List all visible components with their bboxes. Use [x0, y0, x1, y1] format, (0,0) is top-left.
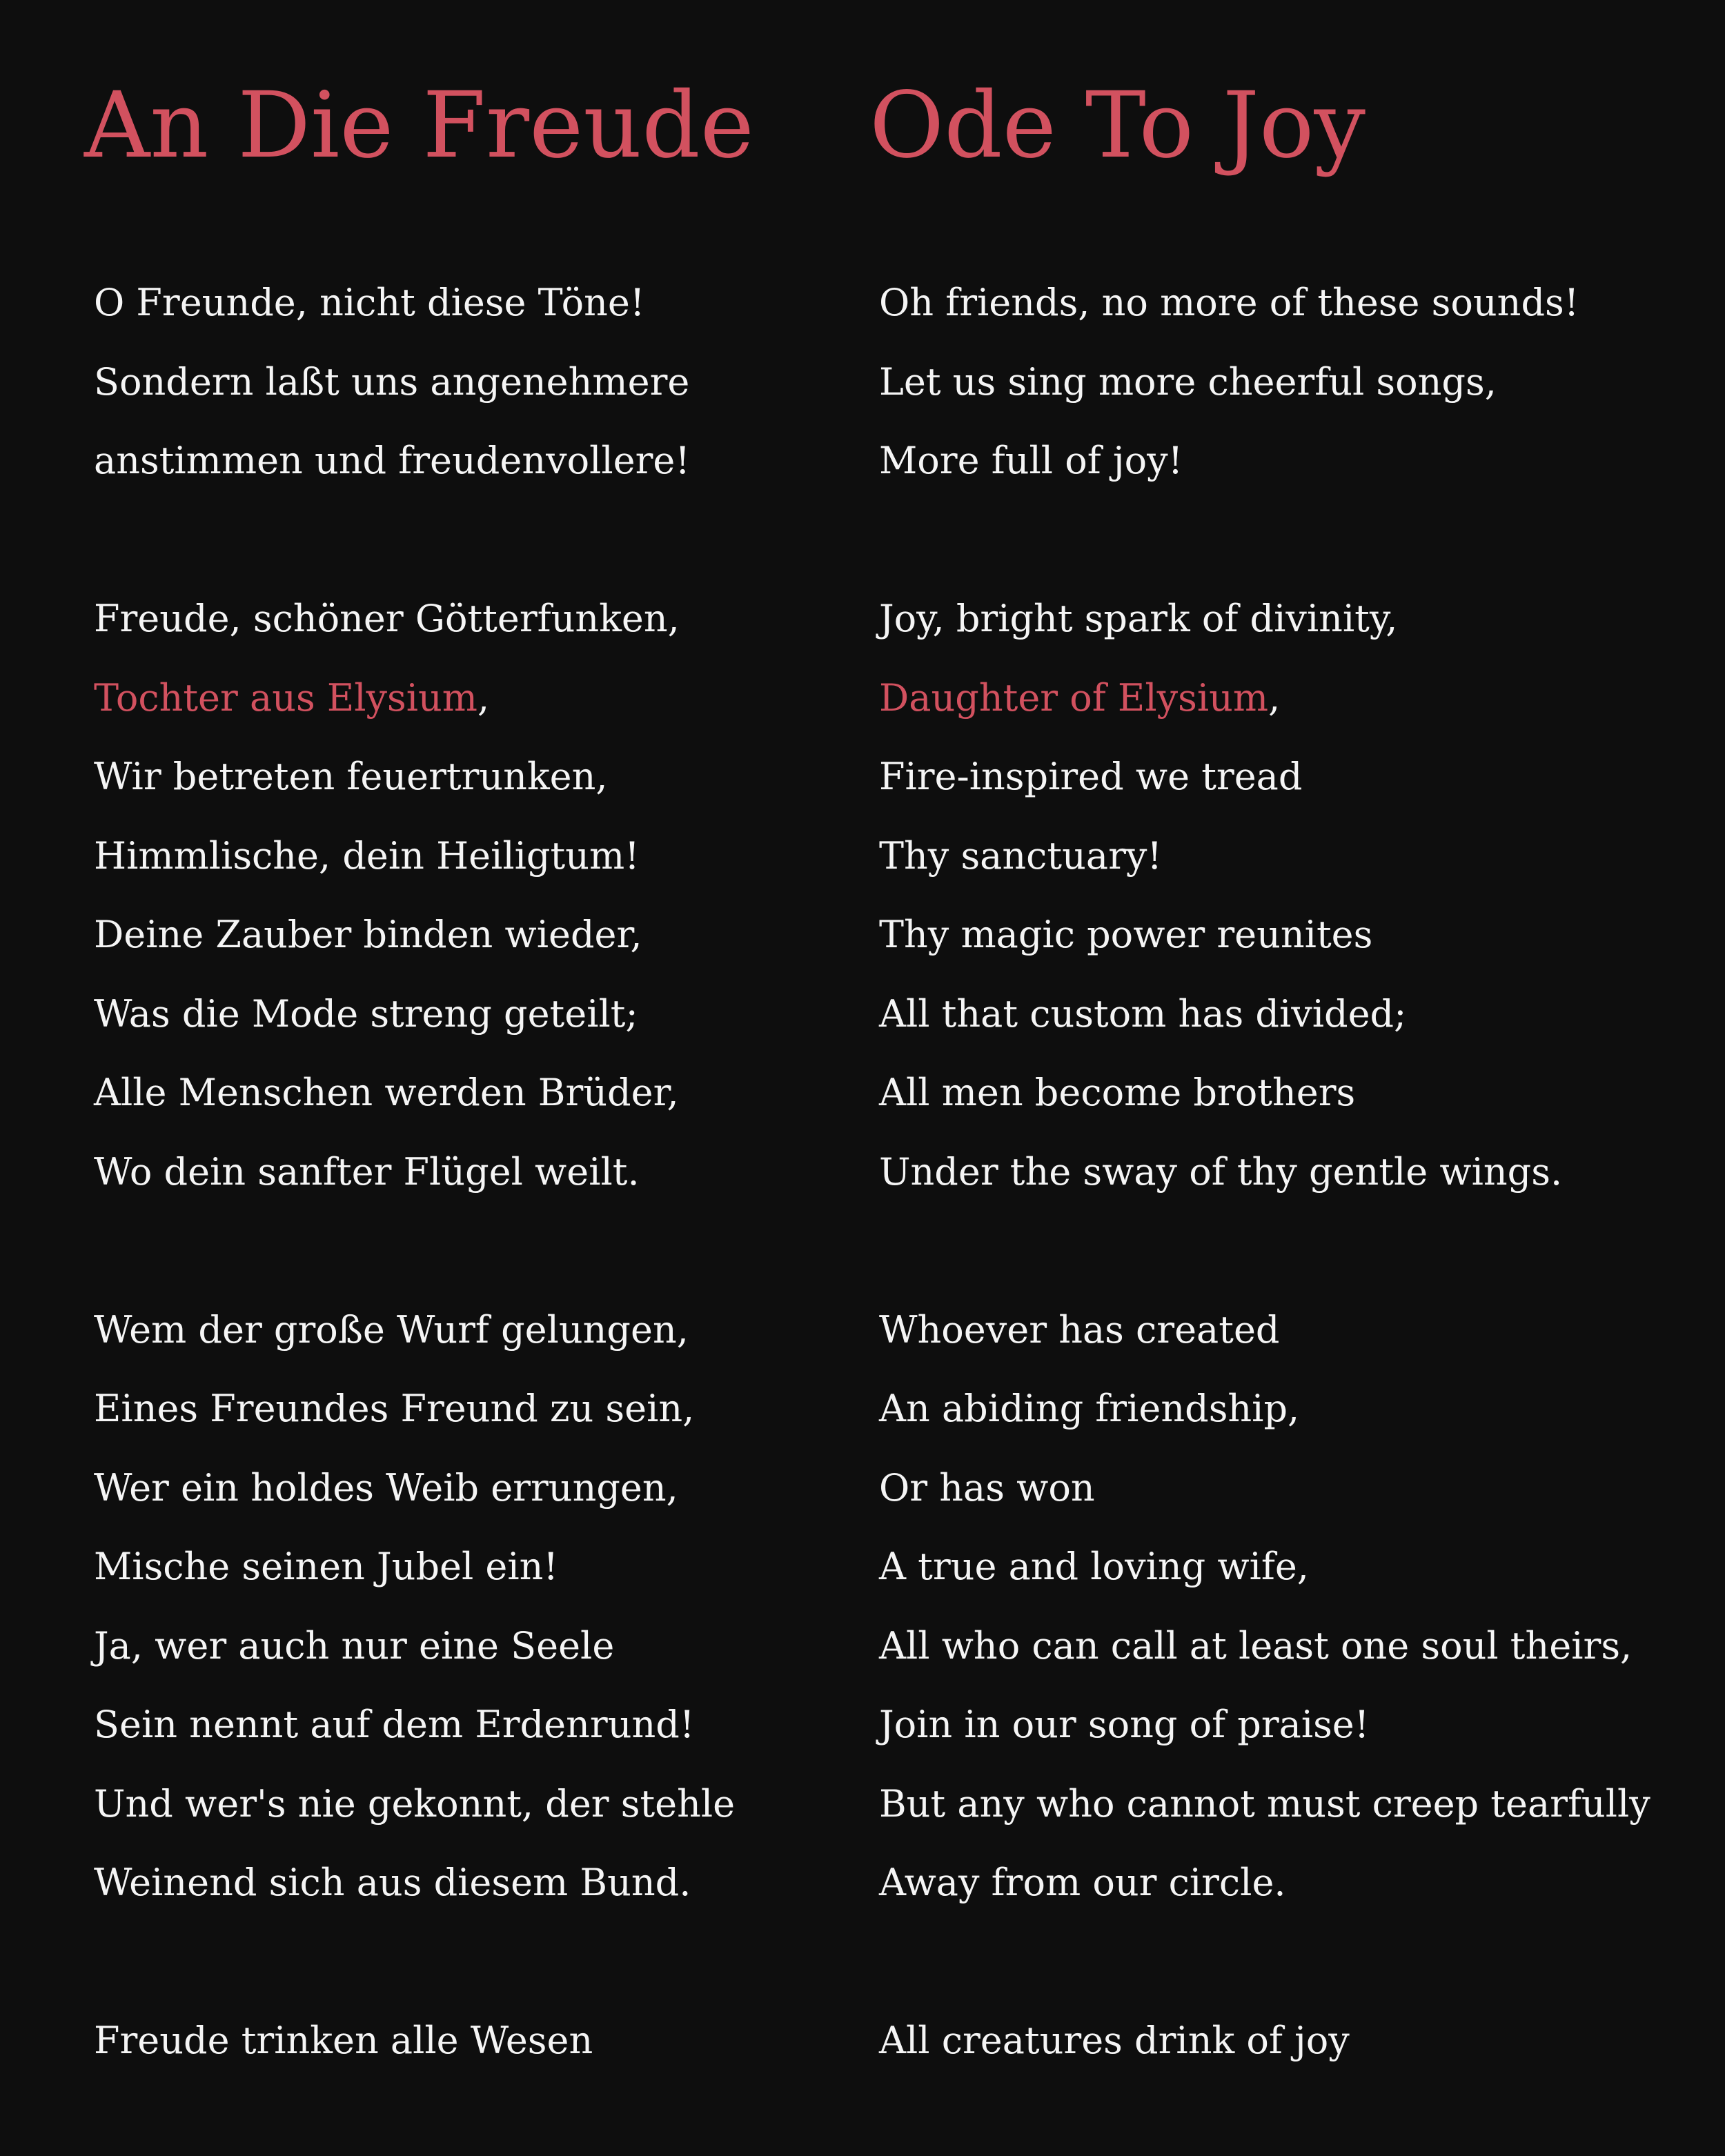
- verse-line: [94, 1782, 736, 1826]
- verse-line: [94, 1387, 695, 1430]
- verse-line: [94, 1150, 640, 1194]
- verse-line: [94, 1466, 678, 1510]
- verse-line-text: Ja, wer auch nur eine Seele: [94, 1624, 615, 1668]
- verse-line: [94, 2019, 593, 2062]
- verse-line: [94, 360, 690, 404]
- verse-line: [879, 1624, 1633, 1668]
- verse-line: [94, 755, 608, 798]
- verse-line: [879, 676, 1281, 720]
- verse-line: [879, 1861, 1286, 1904]
- verse-line: [879, 1703, 1370, 1746]
- verse-line-text: anstimmen und freudenvollere!: [94, 439, 691, 482]
- verse-line: [94, 1071, 679, 1114]
- verse-line: [879, 2019, 1350, 2062]
- verse-line-text: O Freunde, nicht diese Töne!: [94, 281, 645, 324]
- verse-line: [94, 1861, 691, 1904]
- verse-line-text: Wem der große Wurf gelungen,: [94, 1308, 689, 1352]
- verse-line-text: Oh friends, no more of these sounds!: [879, 281, 1579, 324]
- verse-line-text: Und wer's nie gekonnt, der stehle: [94, 1782, 736, 1826]
- german-title: An Die Freude: [84, 72, 754, 179]
- verse-line-text: Mische seinen Jubel ein!: [94, 1545, 559, 1588]
- verse-line-text: Deine Zauber binden wieder,: [94, 913, 642, 956]
- verse-line: [879, 1782, 1650, 1826]
- verse-line: [94, 1624, 615, 1668]
- verse-line: [94, 1308, 689, 1352]
- verse-line-text: Daughter of Elysium: [879, 676, 1269, 720]
- verse-line-text: More full of joy!: [879, 439, 1183, 482]
- verse-line-text: Wir betreten feuertrunken,: [94, 755, 608, 798]
- verse-line: [879, 755, 1303, 798]
- verse-line-text: Was die Mode streng geteilt;: [94, 992, 638, 1036]
- verse-line-text: Fire-inspired we tread: [879, 755, 1303, 798]
- verse-line-text: Under the sway of thy gentle wings.: [879, 1150, 1563, 1194]
- verse-line: [879, 360, 1497, 404]
- verse-line-text: Or has won: [879, 1466, 1095, 1510]
- verse-line-text: Away from our circle.: [879, 1861, 1286, 1904]
- verse-line: [879, 439, 1183, 482]
- verse-line-text: Himmlische, dein Heiligtum!: [94, 834, 640, 878]
- verse-line: [879, 992, 1407, 1036]
- verse-line-text: Freude trinken alle Wesen: [94, 2019, 593, 2062]
- verse-line: [879, 281, 1579, 324]
- english-title: Ode To Joy: [869, 72, 1366, 179]
- verse-line: [879, 1071, 1356, 1114]
- verse-line-text: Thy sanctuary!: [879, 834, 1163, 878]
- verse-line-text: Let us sing more cheerful songs,: [879, 360, 1497, 404]
- verse-line: [94, 1545, 559, 1588]
- verse-line-text: Alle Menschen werden Brüder,: [94, 1071, 679, 1114]
- verse-line-text: All that custom has divided;: [879, 992, 1407, 1036]
- verse-line-text: Whoever has created: [879, 1308, 1280, 1352]
- verse-line: [94, 913, 642, 956]
- verse-line-text: Wo dein sanfter Flügel weilt.: [94, 1150, 640, 1194]
- verse-line: [94, 281, 645, 324]
- verse-line: [879, 1387, 1300, 1430]
- verse-line-punctuation: ,: [1268, 676, 1281, 720]
- verse-line: [879, 1308, 1280, 1352]
- verse-line-text: Weinend sich aus diesem Bund.: [94, 1861, 691, 1904]
- verse-line: [879, 1466, 1095, 1510]
- verse-line-text: Wer ein holdes Weib errungen,: [94, 1466, 678, 1510]
- verse-line: [879, 1545, 1309, 1588]
- verse-line: [879, 1150, 1563, 1194]
- verse-line: [879, 834, 1163, 878]
- verse-line: [94, 676, 490, 720]
- verse-line: [94, 439, 691, 482]
- verse-line: [94, 992, 638, 1036]
- verse-line: [879, 597, 1398, 640]
- verse-line-text: An abiding friendship,: [879, 1387, 1300, 1430]
- verse-line-text: Eines Freundes Freund zu sein,: [94, 1387, 695, 1430]
- verse-line: [879, 913, 1373, 956]
- verse-line-text: Joy, bright spark of divinity,: [879, 597, 1398, 640]
- verse-line-text: Sein nennt auf dem Erdenrund!: [94, 1703, 695, 1746]
- verse-line-punctuation: ,: [477, 676, 490, 720]
- verse-line-text: Thy magic power reunites: [879, 913, 1373, 956]
- verse-line-text: A true and loving wife,: [879, 1545, 1309, 1588]
- verse-line-text: But any who cannot must creep tearfully: [879, 1782, 1650, 1826]
- verse-line-text: Sondern laßt uns angenehmere: [94, 360, 690, 404]
- verse-line-text: All men become brothers: [879, 1071, 1356, 1114]
- verse-line-text: All who can call at least one soul theirs,: [879, 1624, 1633, 1668]
- verse-line: [94, 834, 640, 878]
- verse-line-text: Freude, schöner Götterfunken,: [94, 597, 680, 640]
- verse-line-text: Join in our song of praise!: [879, 1703, 1370, 1746]
- verse-line: [94, 1703, 695, 1746]
- verse-line-text: Tochter aus Elysium: [94, 676, 478, 720]
- verse-line: [94, 597, 680, 640]
- verse-line-text: All creatures drink of joy: [879, 2019, 1350, 2062]
